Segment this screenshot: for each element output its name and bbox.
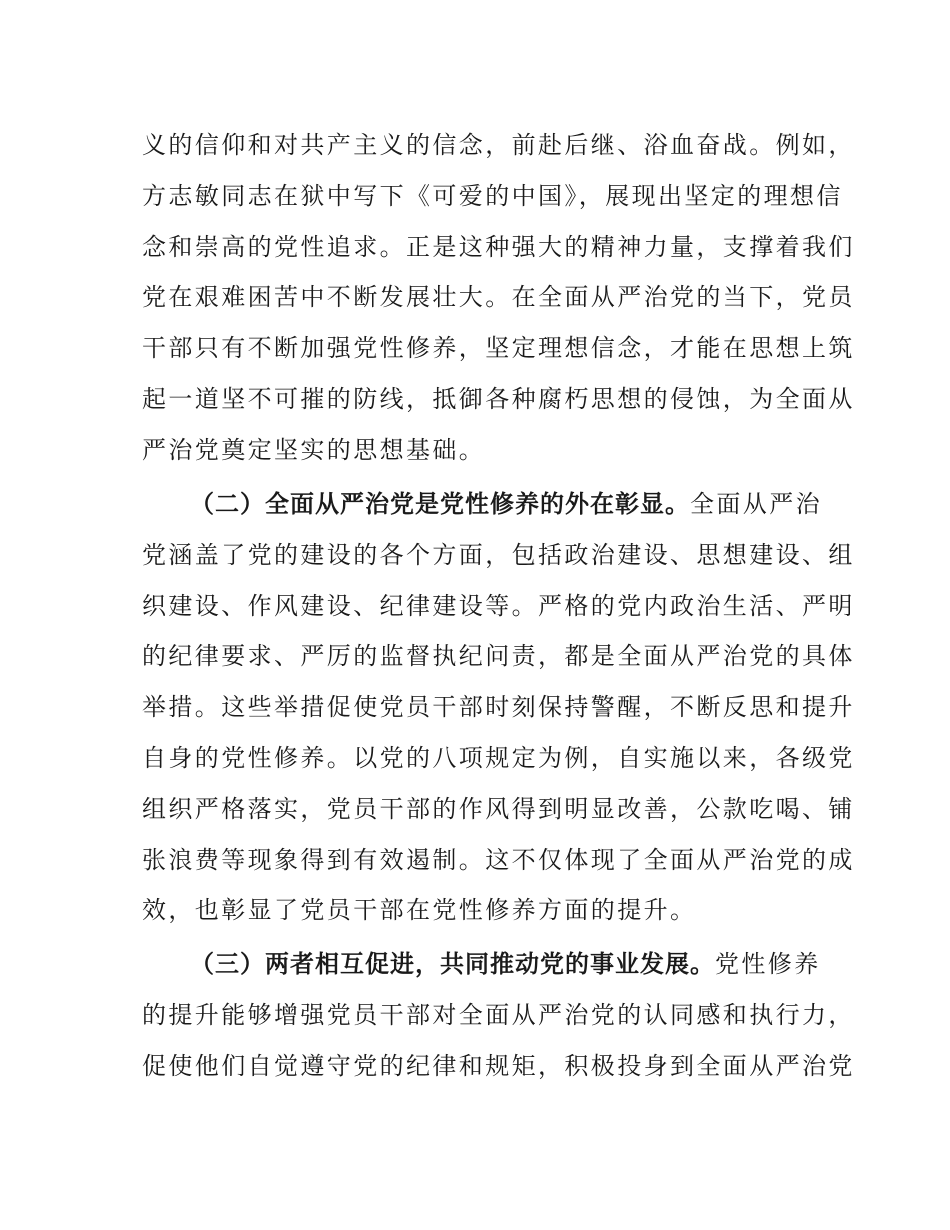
paragraph-line: 组织严格落实，党员干部的作风得到明显改善，公款吃喝、铺 <box>142 794 855 823</box>
paragraph-2 <box>142 479 855 936</box>
paragraph-line: 严治党奠定坚实的思想基础。 <box>142 435 486 464</box>
paragraph-line: 义的信仰和对共产主义的信念，前赴后继、浴血奋战。例如， <box>142 131 855 159</box>
paragraph-line: 自身的党性修养。以党的八项规定为例，自实施以来，各级党 <box>142 743 855 772</box>
paragraph-line: 张浪费等现象得到有效遏制。这不仅体现了全面从严治党的成 <box>142 845 855 874</box>
paragraph-line: 干部只有不断加强党性修养，坚定理想信念，才能在思想上筑 <box>142 334 855 363</box>
paragraph-text: 党性修养 <box>715 950 821 978</box>
paragraph-line: 织建设、作风建设、纪律建设等。严格的党内政治生活、严明 <box>142 591 855 620</box>
paragraph-line: 促使他们自觉遵守党的纪律和规矩，积极投身到全面从严治党 <box>142 1051 855 1080</box>
paragraph-line: 起一道坚不可摧的防线，抵御各种腐朽思想的侵蚀，为全面从 <box>142 384 855 413</box>
paragraph-1 <box>142 120 855 476</box>
paragraph-line: 方志敏同志在狱中写下《可爱的中国》，展现出坚定的理想信 <box>142 181 843 210</box>
paragraph-line: 的纪律要求、严厉的监督执纪问责，都是全面从严治党的具体 <box>142 642 855 671</box>
paragraph-line: 的提升能够增强党员干部对全面从严治党的认同感和执行力， <box>142 1000 855 1029</box>
paragraph-first-line <box>142 939 821 990</box>
section-heading: （二）全面从严治党是党性修养的外在彰显。 <box>190 490 690 518</box>
paragraph-text: 全面从严治 <box>690 490 822 518</box>
paragraph-line: 举措。这些举措促使党员干部时刻保持警醒，不断反思和提升 <box>142 693 855 722</box>
paragraph-first-line <box>142 479 822 530</box>
paragraph-line: 念和崇高的党性追求。正是这种强大的精神力量，支撑着我们 <box>142 232 855 261</box>
paragraph-line: 党涵盖了党的建设的各个方面，包括政治建设、思想建设、组 <box>142 540 855 569</box>
paragraph-line: 党在艰难困苦中不断发展壮大。在全面从严治党的当下，党员 <box>142 283 855 312</box>
paragraph-3 <box>142 939 855 1091</box>
section-heading: （三）两者相互促进，共同推动党的事业发展。 <box>190 950 715 978</box>
paragraph-line: 效，也彰显了党员干部在党性修养方面的提升。 <box>142 896 697 925</box>
